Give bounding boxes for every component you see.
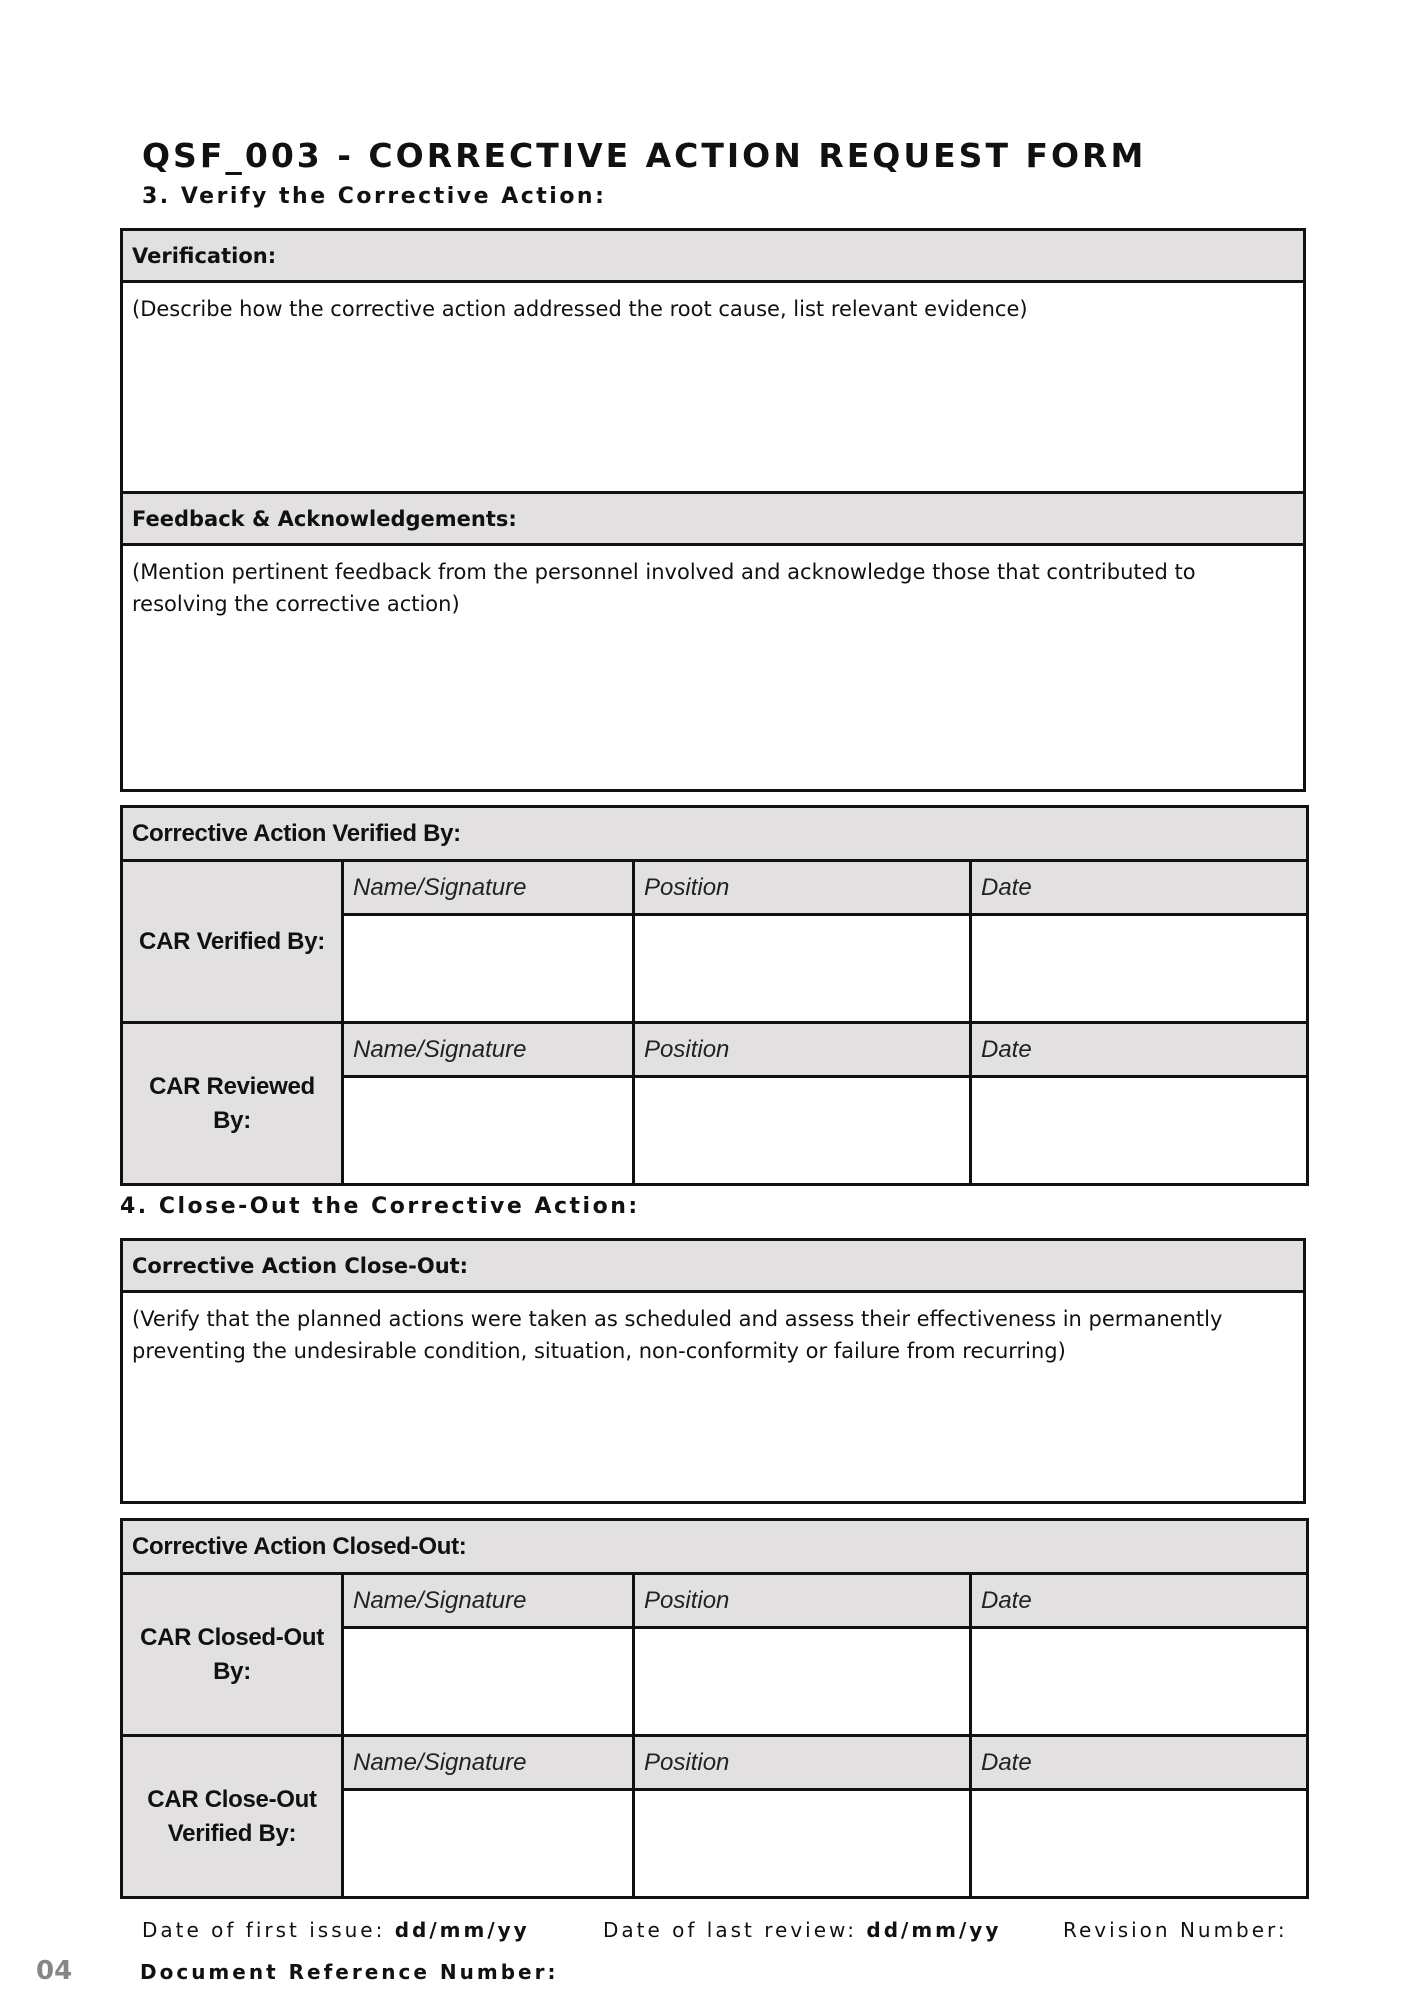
car-closed-out-by-label: CAR Closed-Out By: (122, 1574, 343, 1736)
document-reference-label: Document Reference Number: (140, 1960, 559, 1984)
closed-out-by-name-field[interactable] (343, 1628, 634, 1736)
page-title: QSF_003 - CORRECTIVE ACTION REQUEST FORM (142, 136, 1147, 175)
date-header: Date (971, 1574, 1308, 1628)
feedback-field[interactable]: (Mention pertinent feedback from the personnel involved and acknowledge those that contributed to resolving the corrective action) (132, 560, 1196, 616)
car-close-out-verified-by-label: CAR Close-Out Verified By: (122, 1736, 343, 1898)
closeout-box (120, 1238, 1306, 1504)
reviewed-by-name-field[interactable] (343, 1077, 634, 1185)
name-signature-header: Name/Signature (343, 1023, 634, 1077)
name-signature-header: Name/Signature (343, 1574, 634, 1628)
closed-out-by-date-field[interactable] (971, 1628, 1308, 1736)
feedback-box (120, 491, 1306, 792)
date-header: Date (971, 1736, 1308, 1790)
last-review-label: Date of last review: (603, 1918, 858, 1942)
revision-number-label: Revision Number: (1063, 1918, 1288, 1942)
car-reviewed-by-label: CAR Reviewed By: (122, 1023, 343, 1185)
reviewed-by-date-field[interactable] (971, 1077, 1308, 1185)
section-3-heading: 3. Verify the Corrective Action: (142, 184, 607, 209)
close-out-verified-by-date-field[interactable] (971, 1790, 1308, 1898)
close-out-verified-by-name-field[interactable] (343, 1790, 634, 1898)
verified-by-table (120, 805, 1309, 1186)
section-4-heading: 4. Close-Out the Corrective Action: (120, 1194, 640, 1219)
name-signature-header: Name/Signature (343, 861, 634, 915)
closed-out-by-position-field[interactable] (634, 1628, 971, 1736)
name-signature-header: Name/Signature (343, 1736, 634, 1790)
verification-label: Verification: (123, 231, 1303, 283)
feedback-label: Feedback & Acknowledgements: (123, 494, 1303, 546)
close-out-verified-by-position-field[interactable] (634, 1790, 971, 1898)
verified-by-date-field[interactable] (971, 915, 1308, 1023)
verification-box (120, 228, 1306, 494)
reviewed-by-position-field[interactable] (634, 1077, 971, 1185)
date-header: Date (971, 861, 1308, 915)
page-number: 04 (36, 1956, 73, 1986)
position-header: Position (634, 1023, 971, 1077)
first-issue-line (142, 1918, 530, 1942)
date-header: Date (971, 1023, 1308, 1077)
last-review-line (603, 1918, 1001, 1942)
position-header: Position (634, 1736, 971, 1790)
closeout-field[interactable]: (Verify that the planned actions were taken as scheduled and assess their effectiveness in permanently preventing the undesirable condition, situation, non-conformity or failure from recurring) (132, 1307, 1223, 1363)
verified-by-table-title: Corrective Action Verified By: (122, 807, 1308, 861)
closed-out-table-title: Corrective Action Closed-Out: (122, 1520, 1308, 1574)
closed-out-table (120, 1518, 1309, 1899)
position-header: Position (634, 1574, 971, 1628)
verified-by-position-field[interactable] (634, 915, 971, 1023)
first-issue-label: Date of first issue: (142, 1918, 386, 1942)
verification-field[interactable]: (Describe how the corrective action addressed the root cause, list relevant evidence) (132, 297, 1028, 321)
verified-by-name-field[interactable] (343, 915, 634, 1023)
car-verified-by-label: CAR Verified By: (122, 861, 343, 1023)
last-review-value: dd/mm/yy (866, 1918, 1002, 1942)
closeout-label: Corrective Action Close-Out: (123, 1241, 1303, 1293)
first-issue-value: dd/mm/yy (394, 1918, 530, 1942)
position-header: Position (634, 861, 971, 915)
